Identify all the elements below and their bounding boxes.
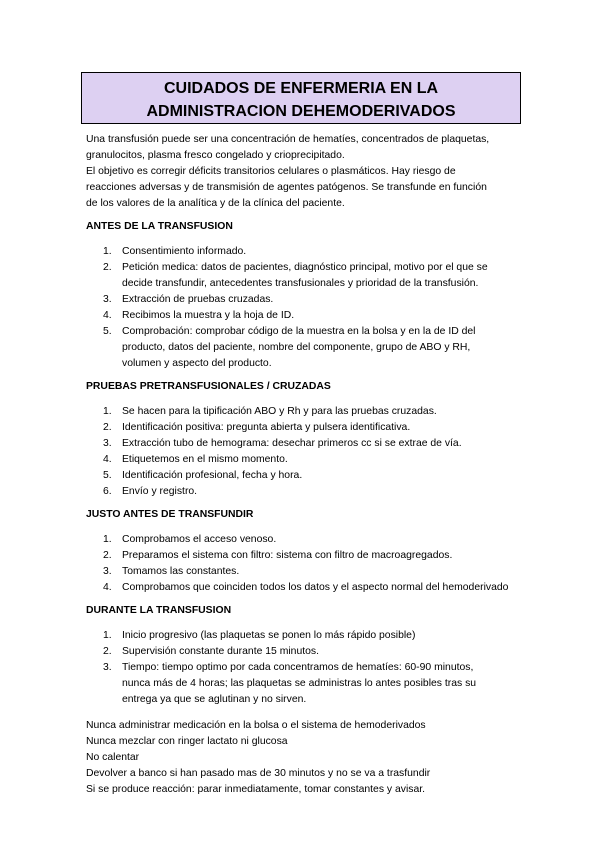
intro-line: Una transfusión puede ser una concentración de hematíes, concentrados de plaquetas, [86,134,490,145]
list-item: 2. Petición medica: datos de pacientes, diagnóstico principal, motivo por el que se decide transfundir, antecedentes transfusionales y prioridad de la transfusión. [103,262,488,289]
list-durante [86,628,546,708]
section-heading-antes: ANTES DE LA TRANSFUSION [86,221,233,232]
list-pruebas [86,404,546,500]
list-item: 6. Envío y registro. [103,486,198,497]
closing-line: Nunca administrar medicación en la bolsa o el sistema de hemoderivados [86,720,426,731]
list-item: 3. Tomamos las constantes. [103,566,240,577]
list-item: 4. Etiquetemos en el mismo momento. [103,454,288,465]
list-item: 2. Preparamos el sistema con filtro: sistema con filtro de macroagregados. [103,550,453,561]
list-item: 4. Comprobamos que coinciden todos los datos y el aspecto normal del hemoderivado [103,582,509,593]
title-box [81,72,521,124]
title-line-2: ADMINISTRACION DEHEMODERIVADOS [146,103,456,120]
list-item: 5. Identificación profesional, fecha y hora. [103,470,303,481]
closing-notes [86,718,546,798]
list-item: 3. Extracción de pruebas cruzadas. [103,294,274,305]
list-item: 3. Extracción tubo de hemograma: desechar primeros cc si se extrae de vía. [103,438,462,449]
closing-line: No calentar [86,752,140,763]
list-justo-antes [86,532,546,596]
list-item: 4. Recibimos la muestra y la hoja de ID. [103,310,295,321]
document-body [86,132,546,798]
list-item: 2. Supervisión constante durante 15 minutos. [103,646,319,657]
section-heading-durante: DURANTE LA TRANSFUSION [86,605,232,616]
list-item: 3. Tiempo: tiempo optimo por cada concentramos de hematíes: 60-90 minutos, nunca más de 4 horas; las plaquetas se administras lo antes posibles tras su entrega ya que se aglutinan y no sirven. [103,662,477,705]
intro-paragraph [86,132,546,212]
intro-line: granulocitos, plasma fresco congelado y crioprecipitado. [86,150,345,161]
list-item: 1. Comprobamos el acceso venoso. [103,534,277,545]
list-item: 2. Identificación positiva: pregunta abierta y pulsera identificativa. [103,422,411,433]
list-item: 5. Comprobación: comprobar código de la muestra en la bolsa y en la de ID del producto, datos del paciente, nombre del componente, grupo de ABO y RH, volumen y aspecto del producto. [103,326,476,369]
section-heading-justo-antes: JUSTO ANTES DE TRANSFUNDIR [86,509,254,520]
intro-line: de los valores de la analítica y de la clínica del paciente. [86,198,345,209]
intro-line: El objetivo es corregir déficits transitorios celulares o plasmáticos. Hay riesgo de [86,166,456,177]
title-line-1: CUIDADOS DE ENFERMERIA EN LA [163,80,439,97]
section-heading-pruebas: PRUEBAS PRETRANSFUSIONALES / CRUZADAS [86,381,331,392]
list-item: 1. Consentimiento informado. [103,246,247,257]
intro-line: reacciones adversas y de transmisión de agentes patógenos. Se transfunde en función [86,182,487,193]
list-antes [86,244,546,372]
list-item: 1. Inicio progresivo (las plaquetas se ponen lo más rápido posible) [103,630,416,641]
closing-line: Devolver a banco si han pasado mas de 30 minutos y no se va a trasfundir [86,768,431,779]
list-item: 1. Se hacen para la tipificación ABO y Rh y para las pruebas cruzadas. [103,406,437,417]
closing-line: Nunca mezclar con ringer lactato ni glucosa [86,736,288,747]
closing-line: Si se produce reacción: parar inmediatamente, tomar constantes y avisar. [86,784,426,795]
